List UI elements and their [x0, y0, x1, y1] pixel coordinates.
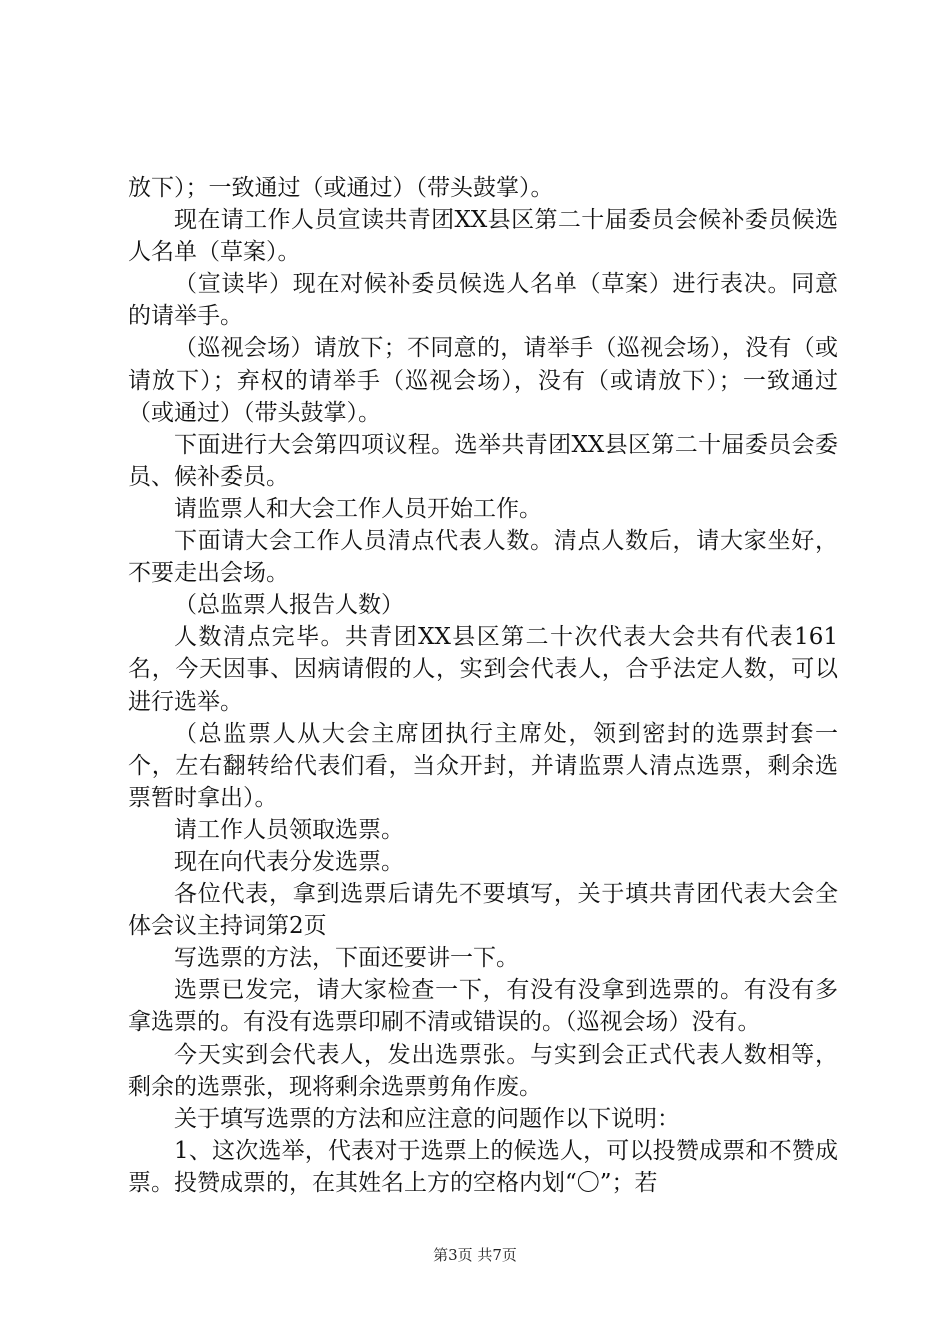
paragraph: 现在请工作人员宣读共青团XX县区第二十届委员会候补委员候选人名单（草案）。 [128, 207, 838, 266]
paragraph: 放下）；一致通过（或通过）（带头鼓掌）。 [128, 175, 554, 201]
paragraph: 写选票的方法，下面还要讲一下。 [174, 945, 519, 972]
paragraph: 人数清点完毕。共青团XX县区第二十次代表大会共有代表161名，今天因事、因病请假的人，实到会代表人，合乎法定人数，可以进行选举。 [128, 624, 838, 715]
paragraph: （巡视会场）请放下；不同意的，请举手（巡视会场），没有（或请放下）；弃权的请举手（巡视会场），没有（或请放下）；一致通过（或通过）（带头鼓掌）。 [128, 335, 838, 426]
paragraph: 下面进行大会第四项议程。选举共青团XX县区第二十届委员会委员、候补委员。 [128, 431, 838, 490]
paragraph: 选票已发完，请大家检查一下，有没有没拿到选票的。有没有多拿选票的。有没有选票印刷不清或错误的。（巡视会场）没有。 [128, 977, 838, 1036]
page-number-label: 第3页 共7页 [433, 1246, 517, 1264]
paragraph: 1、这次选举，代表对于选票上的候选人，可以投赞成票和不赞成票。投赞成票的，在其姓名上方的空格内划“〇”；若 [128, 1137, 838, 1196]
paragraph: 请监票人和大会工作人员开始工作。 [174, 495, 542, 522]
paragraph: 今天实到会代表人，发出选票张。与实到会正式代表人数相等，剩余的选票张，现将剩余选票剪角作废。 [128, 1041, 838, 1100]
paragraph: （宣读毕）现在对候补委员候选人名单（草案）进行表决。同意的请举手。 [128, 271, 838, 330]
paragraph: （总监票人从大会主席团执行主席处，领到密封的选票封套一个，左右翻转给代表们看，当众开封，并请监票人清点选票，剩余选票暂时拿出）。 [128, 720, 838, 811]
paragraph: 关于填写选票的方法和应注意的问题作以下说明： [174, 1105, 680, 1132]
paragraph: （总监票人报告人数） [174, 592, 404, 619]
paragraph: 下面请大会工作人员清点代表人数。清点人数后，请大家坐好，不要走出会场。 [128, 528, 838, 587]
paragraph: 请工作人员领取选票。 [174, 816, 404, 843]
document-body [128, 172, 838, 1199]
paragraph: 现在向代表分发选票。 [174, 848, 404, 875]
paragraph: 各位代表，拿到选票后请先不要填写，关于填共青团代表大会全体会议主持词第2页 [128, 881, 838, 940]
page-footer [0, 1244, 950, 1265]
